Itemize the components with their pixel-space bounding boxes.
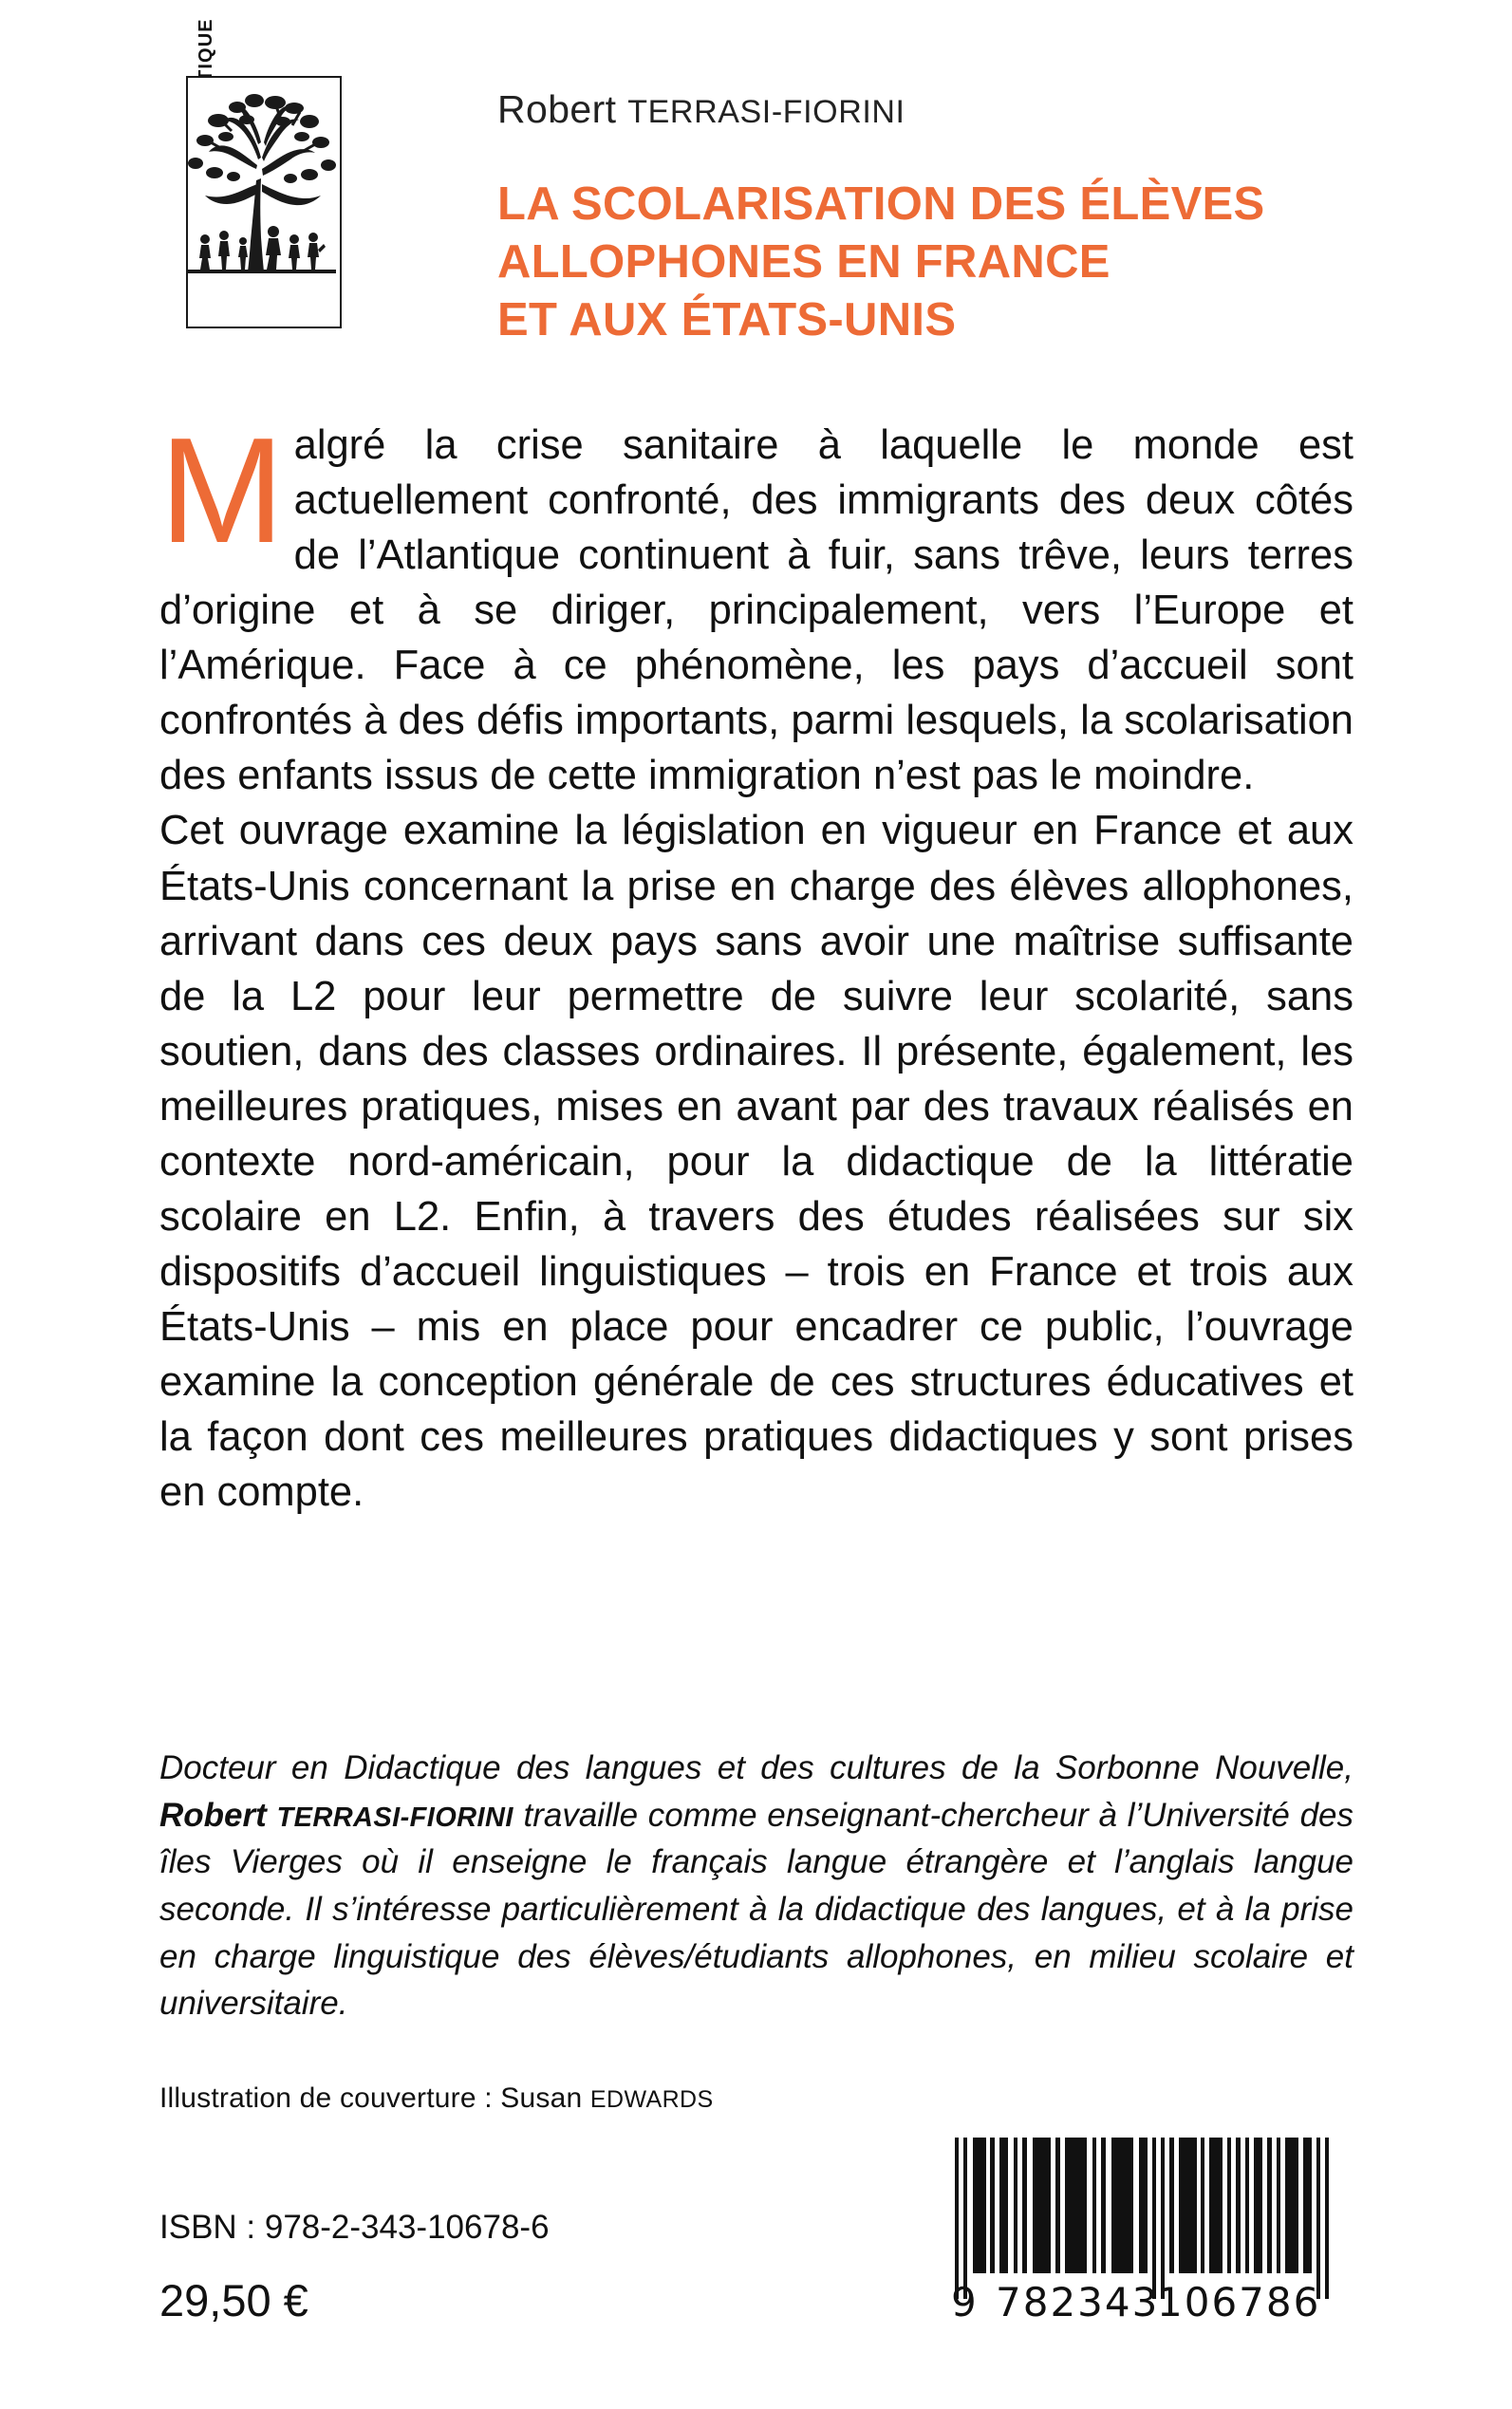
blurb-paragraph-2: Cet ouvrage examine la législation en vigueur en France et aux États-Unis concernant la prise en charge des élèves allophones, arrivant dans ces deux pays sans avoir une maîtrise suffisante de la L2 pour leur permettre de suivre leur scolarité, sans soutien, dans des classes ordinaires. Il présente, également, les meilleures pratiques, mises en avant par des travaux réalisés en contexte nord-américain, pour la didactique de la littératie scolaire en L2. Enfin, à travers des études réalisées sur six dispositifs d’accueil linguistiques – trois en France et trois aux États-Unis – mis en place pour encadrer ce public, l’ouvrage examine la conception générale de ces structures éducatives et la façon dont ces meilleures pratiques didactiques y sont prises en compte. xyxy=(159,808,1353,1516)
bio-intro-text: Docteur en Didactique des langues et des cultures de la Sorbonne Nouvelle, xyxy=(159,1749,1353,1786)
page-title xyxy=(497,176,1447,348)
author-first-name: Robert xyxy=(497,87,628,131)
price-text: 29,50 € xyxy=(159,2275,308,2325)
title-line-3: ET AUX ÉTATS-UNIS xyxy=(497,293,957,345)
cover-illustration-credit xyxy=(159,2082,714,2115)
blurb-paragraph-1 xyxy=(159,407,1353,803)
author-biography xyxy=(159,1745,1353,2027)
header-text-block xyxy=(497,87,1447,348)
ean13-barcode xyxy=(951,2138,1335,2327)
title-line-2: ALLOPHONES EN FRANCE xyxy=(497,235,1111,288)
credit-prefix-text: Illustration de couverture : Susan xyxy=(159,2082,590,2114)
bio-author-last-name: TERRASI-FIORINI xyxy=(276,1802,513,1833)
bio-author-name xyxy=(159,1797,513,1834)
bio-author-first-name: Robert xyxy=(159,1796,277,1834)
author-last-name: TERRASI-FIORINI xyxy=(627,94,905,130)
bio-paragraph xyxy=(159,1745,1353,2027)
tree-with-figures-icon xyxy=(186,76,342,328)
isbn-text: ISBN : 978-2-343-10678-6 xyxy=(159,2209,550,2246)
cover-header xyxy=(0,0,1512,380)
title-line-1: LA SCOLARISATION DES ÉLÈVES xyxy=(497,178,1265,230)
barcode-digit-group-1: 782343 xyxy=(996,2279,1160,2325)
credit-illustrator-name: EDWARDS xyxy=(589,2086,714,2113)
barcode-bars xyxy=(955,2138,1335,2273)
collection-logo xyxy=(140,76,340,332)
back-cover-blurb xyxy=(159,407,1353,1520)
bio-rest-text: travaille comme enseignant-chercheur à l’Université des îles Vierges où il enseigne le français langue étrangère et l’anglais langue seconde. Il s’intéresse particulièrement à la didactique des langues, et à la prise en charge linguistique des élèves/étudiants allophones, en milieu scolaire et universitaire. xyxy=(159,1796,1354,2023)
blurb-paragraph-1-text: algré la crise sanitaire à laquelle le monde est actuellement confronté, des immigrants des deux côtés de l’Atlantique continuent à fuir, sans trêve, leurs terres d’origine et à se diriger, principalement, vers l’Europe et l’Amérique. Face à ce phénomène, les pays d’accueil sont confrontés à des défis importants, parmi lesquels, la scolarisation des enfants issus de cette immigration n’est pas le moindre. xyxy=(159,422,1353,799)
barcode-digit-group-2: 106786 xyxy=(1157,2279,1321,2325)
drop-cap-letter: M xyxy=(159,407,285,574)
barcode-digit-group-0: 9 xyxy=(951,2279,979,2325)
author-name xyxy=(497,87,1447,132)
barcode-digits xyxy=(951,2273,1335,2325)
